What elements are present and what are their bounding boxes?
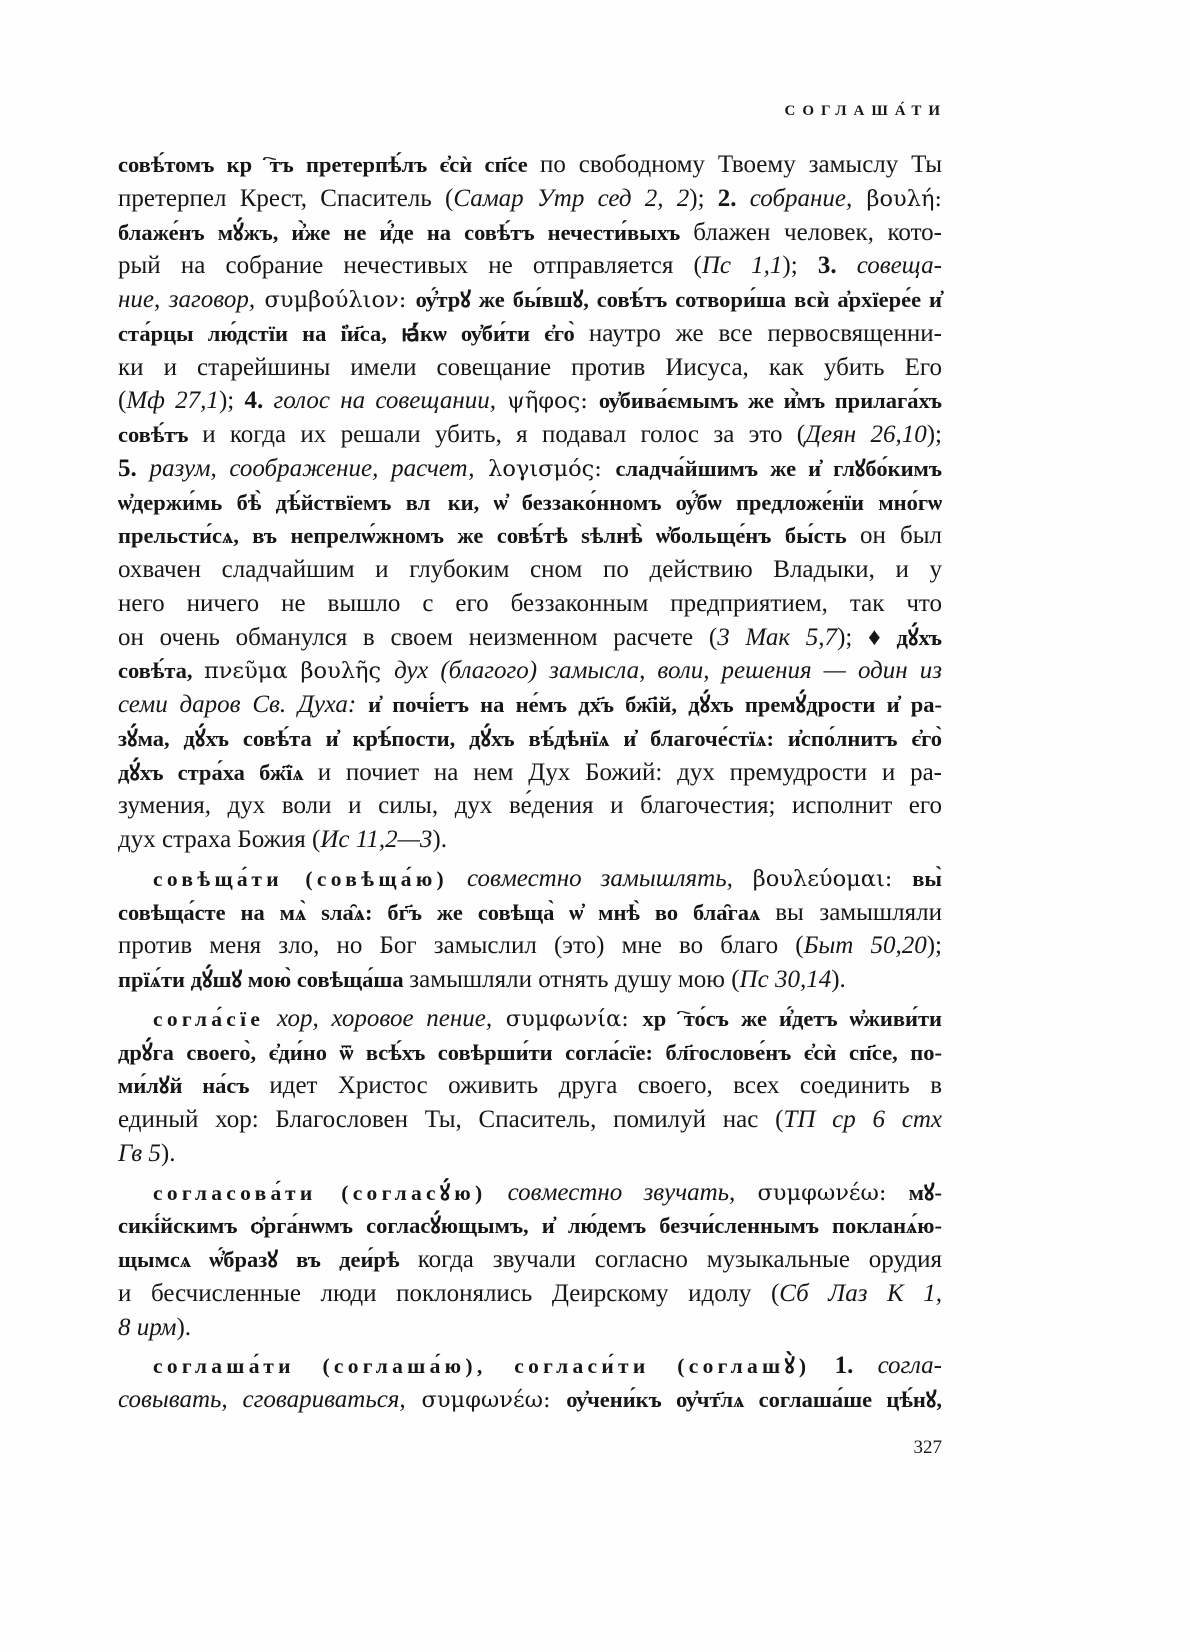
text-line: [118, 756, 942, 790]
russian-text: ).: [176, 1313, 192, 1341]
line-content: [153, 865, 942, 892]
line-content: [118, 1106, 942, 1133]
source-reference: Самар Утр сед 2, 2: [453, 184, 690, 212]
slavonic-quote: дꙋ́хъ стра́ха бж҃їѧ: [118, 759, 318, 785]
slavonic-quote: дꙋ́хъ: [896, 624, 942, 650]
greek-equivalent: βουλεύομαι:: [732, 865, 913, 892]
page-number: 327: [913, 1437, 942, 1458]
russian-text: дух страха Божия (: [118, 826, 321, 853]
russian-text: замышляли отнять душу мою (: [409, 966, 740, 993]
text-line: [118, 1103, 942, 1137]
russian-text: против меня зло, но Бог замыслил (это) мне во благо (: [118, 932, 804, 960]
slavonic-quote: ста́рцы лю́дстїи на і҆и҃са, ꙗ҆́кѡ ѹ҆би́ти є҆го̀: [118, 320, 589, 346]
slavonic-quote: ѹ҆бива́ємымъ же и҆̀мъ прилага́хъ: [598, 388, 943, 414]
text-line: [118, 553, 942, 587]
definition: собрание,: [736, 184, 853, 212]
line-content: [118, 151, 942, 178]
source-reference: Сб Лаз К 1,: [779, 1279, 942, 1307]
sense-number: 5.: [118, 454, 137, 482]
line-content: [118, 286, 942, 313]
line-content: [153, 1179, 942, 1206]
definition: совеща-: [836, 252, 943, 280]
line-content: [118, 1140, 175, 1167]
russian-text: и почиет на нем Дух Божий: дух премудрости и ра-: [317, 758, 942, 786]
russian-text: и когда их решали убить, я подавал голос за это (: [202, 421, 806, 448]
slavonic-quote: сладча́йшимъ же и҆ глꙋбо́кимъ: [615, 455, 942, 481]
source-reference: 8 ирм: [118, 1313, 177, 1341]
russian-text: зумения, дух воли и силы, дух ве́дения и благочестия; исполнит его: [118, 792, 942, 820]
headword: согласи́ти (соглашꙋ̀): [486, 1354, 811, 1379]
text-line: [118, 452, 942, 486]
entry-continuation: [118, 148, 942, 857]
greek-equivalent: συμφωνία:: [492, 1005, 643, 1032]
source-reference: Пс 30,14: [739, 966, 832, 993]
line-content: [118, 489, 942, 516]
slavonic-quote: прельсти́сѧ, въ непрелѡ́жномъ же совѣ́тѣ ѕѣлнѣ̀ ѡ҆больще́нъ бы́сть: [118, 523, 861, 549]
text-line: [118, 621, 942, 655]
slavonic-quote: вы̀: [912, 865, 942, 891]
greek-equivalent: συμφωνέω:: [405, 1387, 567, 1413]
text-line: [118, 317, 942, 351]
russian-text: него ничего не вышло с его беззаконным предприятием, так что: [118, 589, 942, 617]
russian-text: он был: [860, 522, 942, 550]
slavonic-quote: сикі́йскимъ ѻ҆рга́нѡмъ согласꙋ́ющымъ, и҆ лю́демъ безчи́сленнымъ покланѧ́ю-: [118, 1213, 942, 1239]
russian-text: вы замышляли: [775, 898, 942, 926]
text-line: [118, 148, 942, 182]
russian-text: и бесчисленные люди поклонялись Деирскому идолу (: [118, 1279, 780, 1307]
line-content: [118, 185, 942, 212]
definition: совывать, сговариваться,: [118, 1386, 406, 1413]
source-reference: Ис 11,2—3: [320, 826, 433, 853]
slavonic-quote: совѣ́томъ крⷭ҇тъ претерпѣ́лъ є҆сѝ сп҃се: [118, 152, 540, 177]
russian-text: идет Христос оживить друга своего, всех соединить в: [269, 1072, 942, 1100]
greek-equivalent: πνεῦμα βουλῆς: [203, 658, 395, 685]
russian-text: по свободному Твоему замыслу Ты: [539, 151, 943, 178]
line-content: [118, 792, 942, 819]
definition: дух (благого) замысла, воли, решения — один из: [394, 657, 942, 685]
text-line: [118, 722, 942, 756]
text-line: [118, 182, 942, 216]
text-line: [118, 283, 942, 317]
slavonic-quote: мꙋ-: [908, 1179, 942, 1205]
slavonic-quote: ѡ҆держи́мь бѣ̀ дѣ́йствїемъ влⷣки, ѡ҆ беззако́нномъ ѹ҆́бѡ предложе́нїи мно́гѡ: [118, 489, 942, 515]
source-reference: ТП ср 6 стх: [783, 1106, 942, 1133]
line-content: [153, 1005, 942, 1032]
line-content: [118, 219, 942, 246]
headword: согла́сїе: [153, 1006, 265, 1031]
greek-equivalent: λογισμός:: [474, 455, 616, 482]
russian-text: );: [689, 184, 718, 212]
line-content: [118, 1280, 942, 1307]
slavonic-quote: ѹ҆чени́къ ѹ҆чт҃лѧ соглаша́ше цѣ́нꙋ,: [566, 1387, 943, 1412]
text-line: [118, 1137, 942, 1171]
text-line: [118, 862, 942, 896]
russian-text: );: [218, 387, 245, 415]
line-content: [118, 826, 447, 853]
text-line: [118, 1176, 942, 1210]
line-content: [118, 1039, 942, 1066]
headword: совѣща́ти (совѣща́ю): [153, 866, 449, 891]
text-line: [118, 1209, 942, 1243]
greek-equivalent: συμβούλιον:: [255, 287, 416, 313]
slavonic-quote: хрⷭ҇то́съ же и҆́детъ ѡ҆живи́ти: [642, 1005, 942, 1031]
greek-equivalent: ψῆφος:: [496, 388, 599, 415]
sense-number: 3.: [817, 252, 837, 280]
text-line: [118, 896, 942, 930]
text-line: [118, 688, 942, 722]
line-content: [118, 966, 846, 993]
russian-text: ).: [160, 1139, 176, 1167]
text-line: [118, 823, 942, 857]
dictionary-entry: [118, 862, 942, 997]
dictionary-entry: [118, 1176, 942, 1345]
russian-text: единый хор: Благословен Ты, Спаситель, помилуй нас (: [118, 1106, 784, 1133]
source-reference: Гв 5: [118, 1139, 161, 1167]
line-content: [118, 691, 942, 718]
text-line: [118, 654, 942, 688]
line-content: [118, 1314, 191, 1341]
definition: голос на совещании,: [263, 387, 496, 415]
dictionary-entry: [118, 1349, 942, 1417]
russian-text: );: [782, 252, 818, 280]
slavonic-quote: дрꙋ́га своего̀, є҆ди́но ѿ всѣ́хъ совѣрши́ти согла́сїе: бл҃гослове́нъ є҆сѝ сп҃се, по-: [118, 1039, 942, 1065]
running-head: соглаша́ти: [784, 96, 947, 120]
russian-text: ки и старейшины имели совещание против Иисуса, как убить Его: [118, 353, 942, 381]
russian-text: ); ♦: [837, 623, 897, 651]
russian-text: он очень обманулся в своем неизменном расчете (: [118, 623, 718, 651]
line-content: [118, 421, 942, 448]
line-content: [118, 522, 942, 549]
text-line: [118, 1277, 942, 1311]
text-line: [118, 384, 942, 418]
definition: разум, соображение, расчет,: [136, 454, 475, 482]
line-content: [118, 759, 942, 786]
headword: соглаша́ти (соглаша́ю),: [153, 1354, 487, 1379]
definition: совместно замышлять,: [448, 864, 733, 892]
slavonic-quote: прїѧ́ти дꙋ́шꙋ мою̀ совѣща́ша: [118, 967, 410, 992]
dictionary-entry: [118, 1002, 942, 1171]
source-reference: Пс 1,1: [701, 252, 783, 280]
russian-text: когда звучали согласно музыкальные орудия: [417, 1246, 942, 1273]
line-content: [118, 252, 942, 279]
source-reference: Мф 27,1: [126, 387, 219, 415]
russian-text: ).: [831, 966, 846, 993]
sense-number: 2.: [717, 184, 737, 212]
slavonic-quote: ми́лꙋй на́съ: [118, 1073, 270, 1099]
definition: согла-: [853, 1352, 943, 1380]
russian-text: наутро же все первосвященни-: [588, 319, 942, 347]
line-content: [118, 657, 942, 684]
text-line: [118, 1069, 942, 1103]
definition: семи даров Св. Духа:: [118, 691, 369, 718]
russian-text: (: [118, 387, 127, 415]
source-reference: 3 Мак 5,7: [717, 623, 838, 651]
line-content: [118, 1072, 942, 1099]
slavonic-quote: зꙋ́ма, дꙋ́хъ совѣ́та и҆ крѣ́пости, дꙋ́хъ вѣ́дѣнїѧ и҆ благоче́стїѧ: и҆спо́лнитъ є҆го̀: [118, 725, 942, 751]
russian-text: рый на собрание нечестивых не отправляется (: [118, 252, 702, 280]
definition: хор, хоровое пение,: [264, 1004, 493, 1032]
text-line: [118, 519, 942, 553]
line-content: [118, 320, 942, 347]
text-line: [118, 1383, 942, 1417]
slavonic-quote: совѣ́та,: [118, 658, 204, 684]
line-content: [118, 1212, 942, 1239]
text-line: [118, 418, 942, 452]
text-line: [118, 486, 942, 520]
russian-text: охвачен сладчайшим и глубоким сном по действию Владыки, и у: [118, 556, 942, 583]
greek-equivalent: συμφωνέω:: [735, 1179, 909, 1206]
text-line: [118, 929, 942, 963]
russian-text: претерпел Крест, Спаситель (: [118, 184, 454, 212]
slavonic-quote: щымсѧ ѡ҆́бразꙋ въ деи́рѣ: [118, 1247, 418, 1272]
definition: ние, заговор,: [118, 286, 256, 313]
line-content: [118, 899, 942, 926]
line-content: [118, 1386, 942, 1413]
sense-number: 1.: [810, 1352, 854, 1380]
line-content: [118, 1246, 942, 1273]
line-content: [118, 624, 942, 651]
text-line: [118, 216, 942, 250]
line-content: [118, 590, 942, 617]
source-reference: Деян 26,10: [805, 421, 927, 448]
russian-text: ).: [432, 826, 447, 853]
line-content: [118, 556, 942, 583]
text-line: [118, 1243, 942, 1277]
line-content: [118, 725, 942, 752]
text-line: [118, 587, 942, 621]
text-line: [118, 351, 942, 385]
russian-text: блажен человек, кото-: [693, 218, 942, 246]
text-line: [118, 1036, 942, 1070]
text-line: [118, 1349, 942, 1383]
line-content: [153, 1352, 942, 1379]
russian-text: );: [926, 421, 943, 448]
text-line: [118, 963, 942, 997]
text-line: [118, 789, 942, 823]
slavonic-quote: ѹ҆́трꙋ же бы́вшꙋ, совѣ́тъ сотвори́ша всѝ а҆рхїере́е и҆: [415, 287, 942, 312]
text-line: [118, 1002, 942, 1036]
slavonic-quote: блаже́нъ мꙋ́жъ, и҆̀же не и҆́де на совѣ́тъ нечести́выхъ: [118, 219, 694, 245]
text-line: [118, 249, 942, 283]
headword: согласова́ти (согласꙋ́ю): [153, 1180, 487, 1205]
line-content: [118, 455, 942, 482]
line-content: [118, 932, 942, 959]
slavonic-quote: и҆ почі́етъ на не́мъ дх҃ъ бж҃ій, дꙋ́хъ премꙋ́дрости и҆ ра-: [368, 692, 942, 717]
slavonic-quote: совѣ́тъ: [118, 422, 203, 447]
text-line: [118, 1311, 942, 1345]
russian-text: );: [926, 932, 943, 960]
line-content: [118, 354, 942, 381]
slavonic-quote: совѣща́сте на мѧ̀ ѕла̑ѧ: бг҃ъ же совѣща̀ ѡ҆ мнѣ̀ во бла̑гаѧ: [118, 899, 776, 925]
source-reference: Быт 50,20: [803, 932, 927, 960]
definition: совместно звучать,: [486, 1178, 736, 1206]
sense-number: 4.: [244, 387, 264, 415]
line-content: [118, 387, 942, 414]
page-body: [118, 148, 942, 1417]
greek-equivalent: βουλή:: [852, 185, 942, 212]
